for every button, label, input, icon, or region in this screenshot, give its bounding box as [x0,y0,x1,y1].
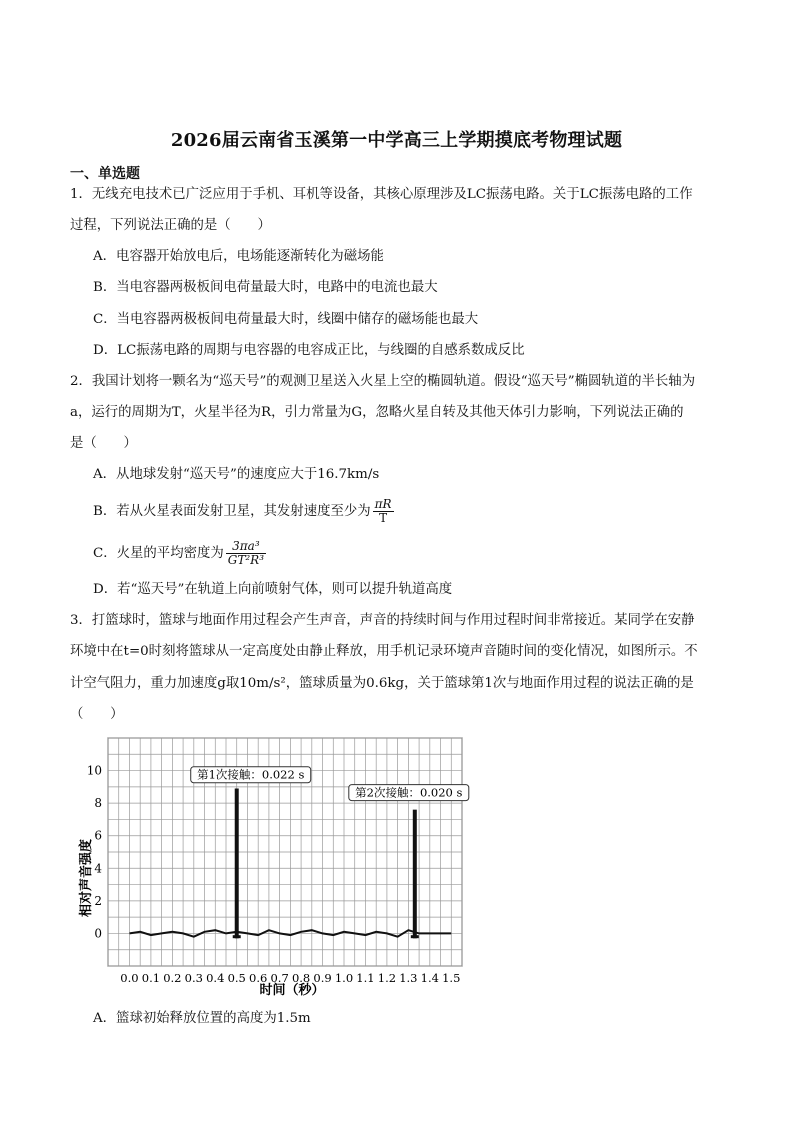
x-tick-label: 1.5 [442,971,461,985]
page-title: 2026届云南省玉溪第一中学高三上学期摸底考物理试题 [170,130,623,151]
annotation-label-2: 第2次接触：0.020 s [355,785,463,800]
x-tick-label: 1.3 [399,971,418,985]
x-tick-label: 0.4 [206,971,225,985]
question-3-line-3: 计空气阻力，重力加速度g取10m/s²，篮球质量为0.6kg，关于篮球第1次与地面作用过程的说法正确的是 [70,676,694,691]
question-1-option-c: C．当电容器两极板间电荷量最大时，线圈中储存的磁场能也最大 [93,312,479,327]
x-tick-label: 0.3 [184,971,203,985]
y-tick-label: 4 [94,861,102,876]
question-3-line-2: 环境中在t=0时刻将篮球从一定高度处由静止释放，用手机记录环境声音随时间的变化情况，如图所示。不 [70,644,698,659]
x-axis-label: 时间（秒） [259,983,325,998]
annotation-label-1: 第1次接触：0.022 s [197,767,305,782]
x-tick-label: 1.1 [356,971,375,985]
question-1-option-d: D．LC振荡电路的周期与电容器的电容成正比，与线圈的自感系数成反比 [93,343,525,358]
question-2-option-b [93,498,394,525]
x-tick-label: 0.9 [313,971,332,985]
x-tick-label: 1.4 [420,971,439,985]
y-axis-label: 相对声音强度 [79,838,94,918]
y-tick-label: 2 [94,893,102,908]
x-tick-label: 0.0 [120,971,139,985]
x-tick-label: 0.7 [270,971,289,985]
x-tick-label: 0.2 [163,971,182,985]
sound-spike-1 [235,788,239,938]
fraction-density: $\frac{\text{3πa³}}{\text{GT²R³}}$ [227,539,265,567]
question-2-line-1: 2．我国计划将一颗名为“巡天号”的观测卫星送入火星上空的椭圆轨道。假设“巡天号”椭圆轨道的半长轴为 [70,374,696,389]
question-2-line-3: 是（ ） [70,436,137,451]
question-1-line-2: 过程，下列说法正确的是（ ） [70,218,271,233]
y-tick-label: 6 [94,828,102,843]
x-tick-label: 0.1 [141,971,161,985]
y-tick-label: 8 [94,796,102,811]
question-2-option-b-text: B．若从火星表面发射卫星，其发射速度至少为 [93,504,371,519]
question-2-line-2: a，运行的周期为T，火星半径为R，引力常量为G，忽略火星自转及其他天体引力影响，下列说法正确的 [70,405,684,420]
question-1-option-a: A．电容器开始放电后，电场能逐渐转化为磁场能 [93,249,384,264]
fraction-pi-r-over-t: $\frac{\pi R}{T}$ [374,497,392,525]
section-heading: 一、单选题 [70,166,140,182]
x-tick-label: 0.5 [227,971,246,985]
question-3-option-a: A．篮球初始释放位置的高度为1.5m [93,1011,311,1026]
question-2-option-a: A．从地球发射“巡天号”的速度应大于16.7km/s [93,467,380,482]
x-tick-label: 0.6 [249,971,268,985]
sound-intensity-chart [60,728,480,1008]
question-2-option-d: D．若“巡天号”在轨道上向前喷射气体，则可以提升轨道高度 [93,582,453,597]
question-3-line-1: 3．打篮球时，篮球与地面作用过程会产生声音，声音的持续时间与作用过程时间非常接近。某同学在安静 [70,613,695,628]
x-tick-label: 1.2 [377,971,397,985]
x-tick-label: 0.8 [291,971,311,985]
y-tick-label: 10 [86,763,102,778]
question-1-line-1: 1．无线充电技术已广泛应用于手机、耳机等设备，其核心原理涉及LC振荡电路。关于LC振荡电路的工作 [70,187,693,202]
question-1-option-b: B．当电容器两极板间电荷量最大时，电路中的电流也最大 [93,280,438,295]
question-2-option-c [93,540,266,567]
x-tick-label: 1.0 [334,971,354,985]
sound-spike-2 [413,810,417,939]
question-3-line-4: （ ） [70,707,124,722]
y-tick-label: 0 [94,926,102,941]
question-2-option-c-text: C．火星的平均密度为 [93,546,224,561]
